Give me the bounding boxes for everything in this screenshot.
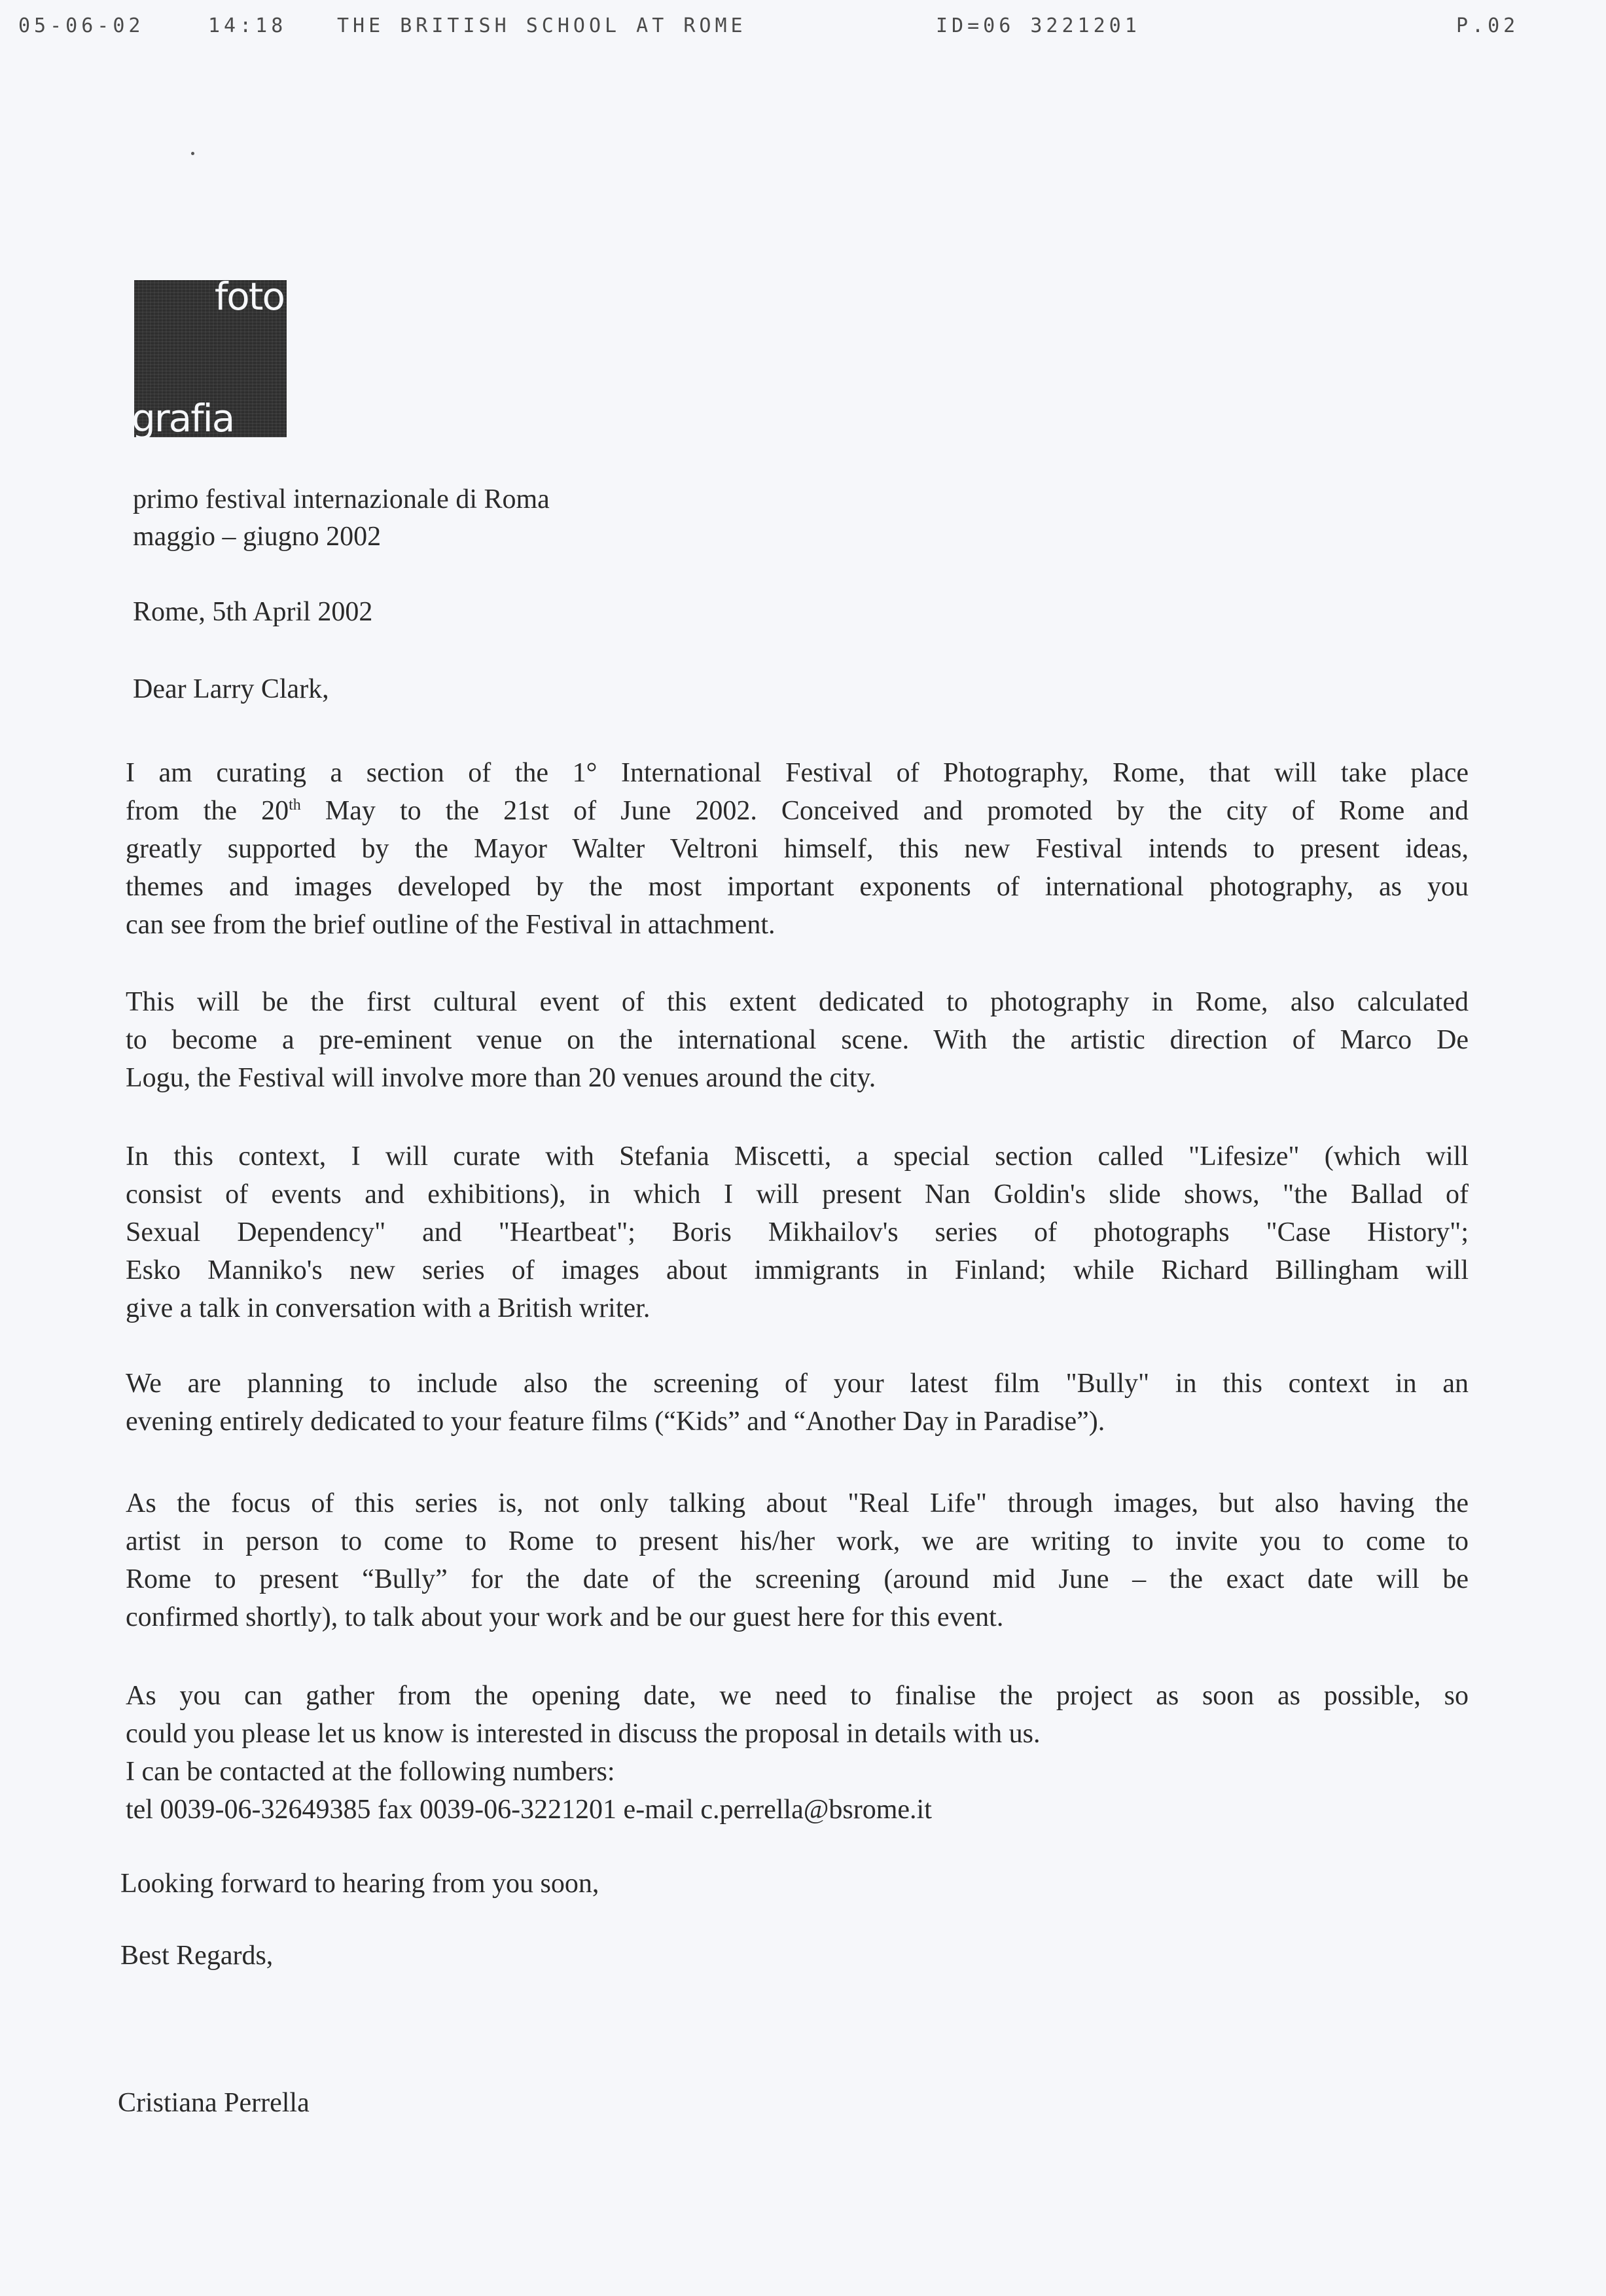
paragraph-4 [126, 1365, 1469, 1441]
fax-sender: THE BRITISH SCHOOL AT ROME [337, 14, 747, 37]
scan-artifact-dot [191, 152, 194, 155]
logo-text-foto: foto [214, 274, 284, 319]
logo-text-grafia: grafia [132, 396, 234, 440]
paragraph-line: This will be the first cultural event of this extent dedicated to photography in Rome, also calculated [126, 987, 1469, 1017]
superscript-th: th [289, 797, 301, 814]
letterhead [133, 481, 550, 556]
paragraph-line: themes and images developed by the most important exponents of international photography, as you [126, 872, 1469, 902]
paragraph-line: I can be contacted at the following numbers: [126, 1757, 615, 1787]
paragraph-line: could you please let us know is interested in discuss the proposal in details with us. [126, 1719, 1041, 1749]
paragraph-line: Rome to present “Bully” for the date of the screening (around mid June – the exact date will be [126, 1564, 1469, 1594]
letterhead-festival-name: primo festival internazionale di Roma [133, 484, 550, 514]
paragraph-5 [126, 1484, 1469, 1636]
paragraph-line: artist in person to come to Rome to present his/her work, we are writing to invite you to come to [126, 1526, 1469, 1556]
paragraph-2 [126, 983, 1469, 1097]
letterhead-dates: maggio – giugno 2002 [133, 522, 382, 552]
fax-id: ID=06 3221201 [936, 14, 1141, 37]
text-fragment: May to the 21st of June 2002. Conceived and promoted by the city of Rome and [300, 796, 1469, 826]
paragraph-3 [126, 1138, 1469, 1327]
paragraph-line: In this context, I will curate with Stefania Miscetti, a special section called "Lifesize" (which will [126, 1141, 1469, 1172]
paragraph-line: As the focus of this series is, not only talking about "Real Life" through images, but also having the [126, 1488, 1469, 1518]
paragraph-line: greatly supported by the Mayor Walter Veltroni himself, this new Festival intends to present ideas, [126, 834, 1469, 864]
paragraph-line: We are planning to include also the screening of your latest film "Bully" in this context in an [126, 1369, 1469, 1399]
paragraph-line: Logu, the Festival will involve more than 20 venues around the city. [126, 1063, 876, 1093]
paragraph-line: can see from the brief outline of the Festival in attachment. [126, 910, 776, 940]
paragraph-line: evening entirely dedicated to your feature films (“Kids” and “Another Day in Paradise”). [126, 1407, 1105, 1437]
paragraph-line: give a talk in conversation with a British writer. [126, 1293, 651, 1323]
salutation: Dear Larry Clark, [133, 674, 329, 704]
letter-date: Rome, 5th April 2002 [133, 597, 373, 627]
fax-date: 05-06-02 [18, 14, 145, 37]
contact-details: tel 0039-06-32649385 fax 0039-06-3221201 e-mail c.perrella@bsrome.it [126, 1795, 932, 1825]
fax-page-number: P.02 [1456, 14, 1520, 37]
fax-time: 14:18 [208, 14, 287, 37]
closing-line: Looking forward to hearing from you soon, [120, 1869, 599, 1899]
paragraph-line: confirmed shortly), to talk about your work and be our guest here for this event. [126, 1602, 1004, 1632]
paragraph-line: I am curating a section of the 1° International Festival of Photography, Rome, that will take place [126, 758, 1469, 788]
paragraph-line: to become a pre-eminent venue on the international scene. With the artistic direction of Marco De [126, 1025, 1469, 1055]
text-fragment: from the 20 [126, 796, 289, 826]
sign-off: Best Regards, [120, 1941, 274, 1971]
paragraph-line: consist of events and exhibitions), in which I will present Nan Goldin's slide shows, "the Ballad of [126, 1179, 1469, 1210]
paragraph-line: Esko Manniko's new series of images about immigrants in Finland; while Richard Billingham will [126, 1255, 1469, 1285]
paragraph-line [126, 792, 1469, 830]
paragraph-1 [126, 754, 1469, 944]
paragraph-line: Sexual Dependency" and "Heartbeat"; Boris Mikhailov's series of photographs "Case History"; [126, 1217, 1469, 1247]
fax-transmission-header [0, 14, 1606, 47]
signature-name: Cristiana Perrella [118, 2088, 310, 2118]
fotografia-logo [132, 274, 287, 440]
paragraph-6 [126, 1677, 1469, 1829]
paragraph-line: As you can gather from the opening date, we need to finalise the project as soon as possible, so [126, 1681, 1469, 1711]
